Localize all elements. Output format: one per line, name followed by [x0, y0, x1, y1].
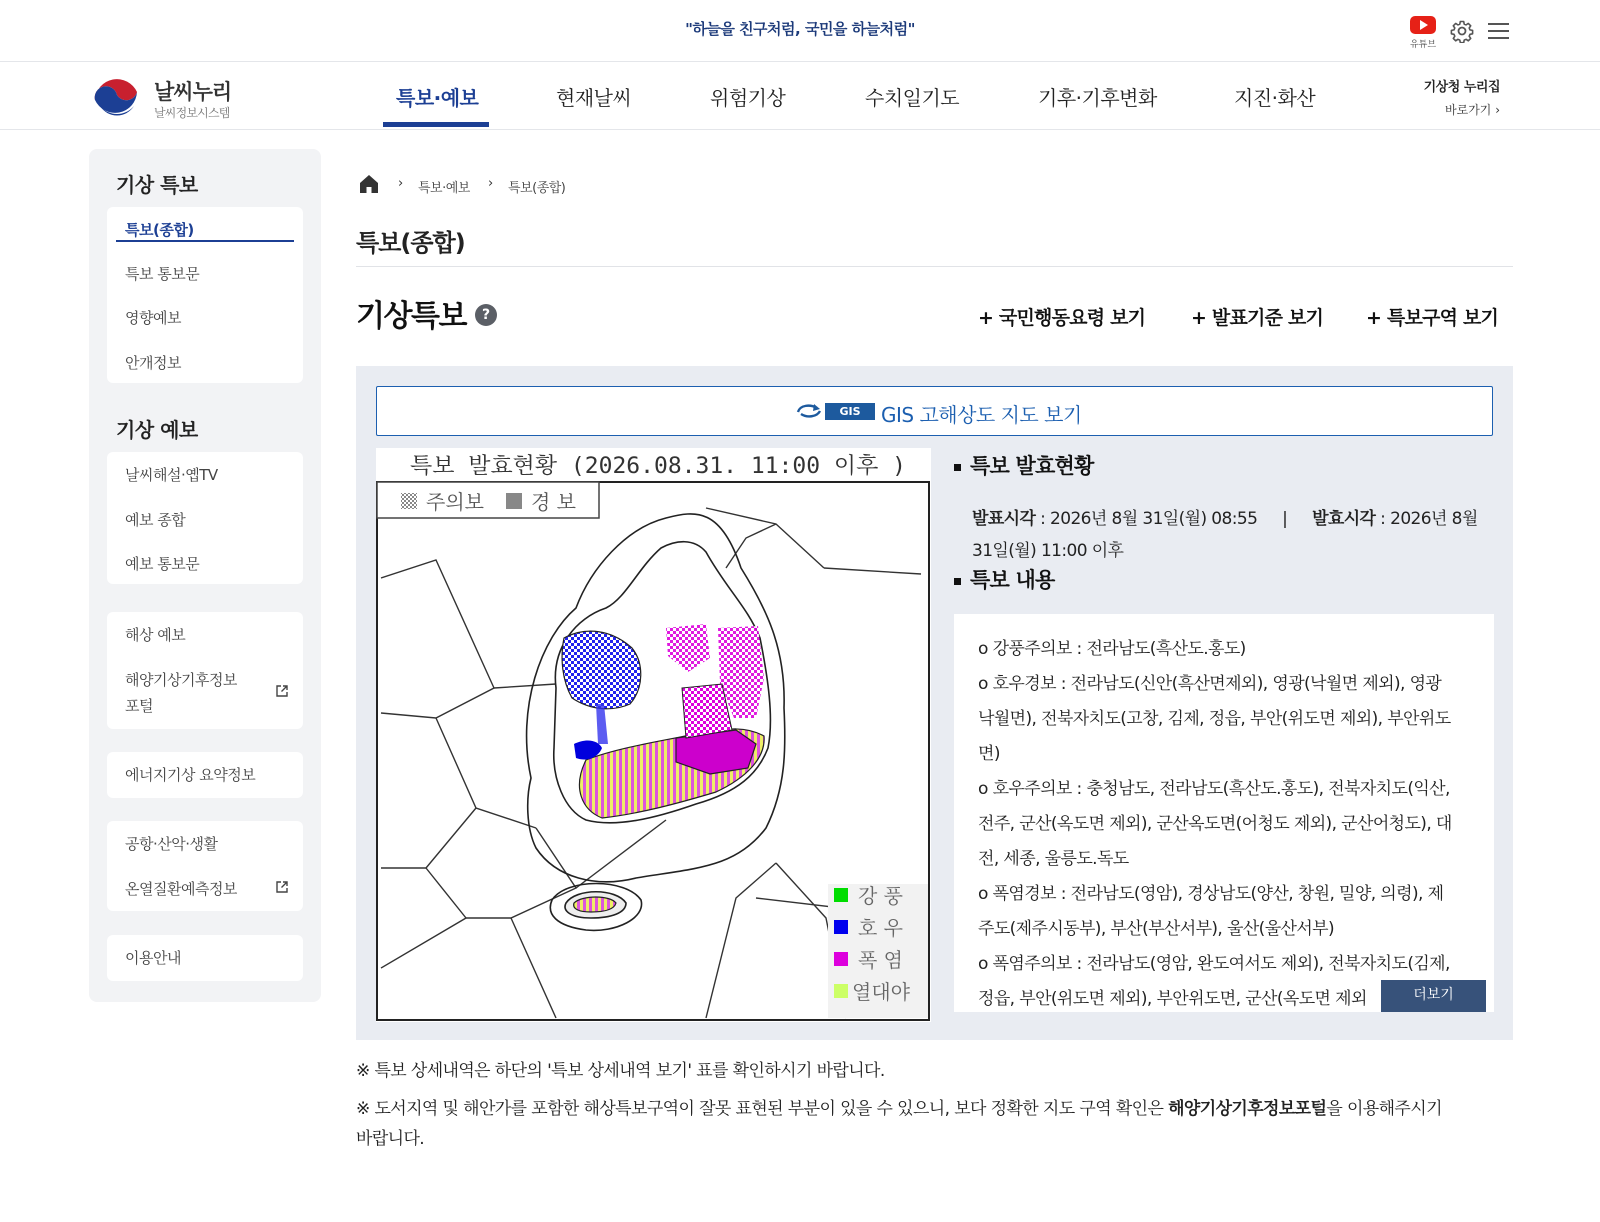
nav-hazardous-weather[interactable]: 위험기상: [710, 86, 786, 110]
warning-map[interactable]: [376, 448, 931, 1022]
separator: |: [1282, 509, 1288, 529]
sidebar-group-forecast: [107, 452, 303, 584]
external-link-icon: [275, 684, 289, 698]
sidebar-item-marine-portal[interactable]: 해양기상기후정보: [125, 671, 237, 689]
kma-homepage-link[interactable]: [1390, 76, 1500, 118]
gis-button-label: GIS 고해상도 지도 보기: [881, 403, 1082, 427]
external-link-icon: [275, 880, 289, 894]
content-line: o 폭염주의보 : 전라남도(영암, 완도여서도 제외), 전북자치도(김제,: [978, 954, 1450, 974]
warning-content-box: [954, 614, 1494, 1012]
chevron-right-icon: ›: [488, 176, 494, 191]
kma-homepage-title: 기상청 누리집: [1423, 80, 1500, 95]
heat-swatch: [834, 952, 848, 966]
logo-title: 날씨누리: [154, 80, 232, 104]
effective-label: 발효시각: [1312, 509, 1376, 529]
content-line: 정읍, 부안(위도면 제외), 부안위도면, 군산(옥도면 제외: [978, 989, 1367, 1009]
sidebar-heading-forecast: 기상 예보: [116, 418, 198, 442]
warning-zone-link[interactable]: + 특보구역 보기: [1366, 307, 1499, 329]
note-marine-line2: 바랍니다.: [356, 1129, 425, 1149]
sidebar-item-energy-summary[interactable]: 에너지기상 요약정보: [125, 766, 256, 784]
sidebar-item-airport-mountain[interactable]: 공항·산악·생활: [125, 835, 218, 853]
legend-heat: 폭 염: [858, 948, 903, 972]
content-line: o 강풍주의보 : 전라남도(흑산도.홍도): [978, 639, 1246, 659]
sidebar-item-heat-illness[interactable]: 온열질환예측정보: [125, 880, 237, 898]
warning-panel: [356, 366, 1513, 1040]
site-logo[interactable]: [92, 70, 282, 122]
sidebar-item-guide[interactable]: 이용안내: [125, 949, 181, 967]
sidebar-item-marine-portal-line2[interactable]: 포털: [125, 697, 153, 715]
sidebar-item-forecast-bulletin[interactable]: 예보 통보문: [125, 555, 200, 573]
nav-numerical-chart[interactable]: 수치일기도: [865, 86, 960, 110]
tropical-night-swatch: [834, 984, 848, 998]
nav-forecast[interactable]: 특보·예보: [396, 86, 479, 110]
sidebar-active-underline: [116, 240, 294, 242]
help-icon[interactable]: ?: [475, 304, 497, 326]
nav-earthquake-volcano[interactable]: 지진·화산: [1234, 86, 1316, 110]
effective-value-line2: 31일(월) 11:00 이후: [972, 541, 1124, 561]
content-line: 전, 세종, 울릉도.독도: [978, 849, 1129, 869]
criteria-link[interactable]: + 발표기준 보기: [1191, 307, 1324, 329]
issued-value: : 2026년 8월 31일(월) 08:55: [1035, 509, 1258, 529]
content-line: 면): [978, 744, 1000, 764]
content-line: 전주, 군산(옥도면 제외), 군산옥도면(어청도 제외), 군산어청도), 대: [978, 814, 1452, 834]
hamburger-menu-icon[interactable]: [1488, 23, 1509, 39]
gear-icon[interactable]: [1450, 19, 1474, 43]
wind-swatch: [834, 888, 848, 902]
nav-active-indicator: [383, 122, 489, 127]
legend-rain: 호 우: [858, 916, 903, 940]
sidebar-group-other: [107, 821, 303, 911]
note-marine-post: 을 이용해주시기: [1326, 1099, 1442, 1119]
page-title: 특보(종합): [356, 229, 465, 257]
gis-badge: GIS: [825, 403, 875, 420]
sidebar: [89, 149, 321, 1002]
more-button[interactable]: 더보기: [1381, 980, 1486, 1012]
slogan: "하늘을 친구처럼, 국민을 하늘처럼": [685, 20, 915, 38]
sidebar-heading-warnings: 기상 특보: [116, 173, 198, 197]
refresh-arrows-icon: [795, 401, 823, 421]
warning-swatch: [506, 493, 522, 509]
map-title: 특보 발효현황 (2026.08.31. 11:00 이후 ): [410, 454, 906, 479]
sidebar-group-energy: [107, 752, 303, 798]
sidebar-item-weather-tv[interactable]: 날씨해설·옙TV: [125, 466, 218, 484]
youtube-label: 유튜브: [1409, 40, 1437, 50]
logo-subtitle: 날씨정보시스템: [154, 106, 230, 120]
top-bar: [0, 0, 1600, 62]
main-nav: [0, 62, 1600, 130]
content-line: o 폭염경보 : 전라남도(영암), 경상남도(양산, 창원, 밀양, 의령), 제: [978, 884, 1444, 904]
sidebar-item-warning-bulletin[interactable]: 특보 통보문: [125, 265, 200, 283]
note-marine: [356, 1094, 1442, 1119]
home-icon[interactable]: [358, 173, 380, 195]
chevron-right-icon: ›: [398, 176, 404, 191]
nav-current-weather[interactable]: 현재날씨: [556, 86, 632, 110]
issue-time-line: [972, 504, 1478, 529]
sidebar-item-impact-forecast[interactable]: 영향예보: [125, 309, 181, 327]
note-marine-pre: ※ 도서지역 및 해안가를 포함한 해상특보구역이 잘못 표현된 부분이 있을 수 있으니, 보다 정확한 지도 구역 확인은: [356, 1099, 1169, 1119]
content-line: 주도(제주시동부), 부산(부산서부), 울산(울산서부): [978, 919, 1335, 939]
kma-homepage-go: 바로가기 ›: [1445, 103, 1500, 117]
content-line: o 호우경보 : 전라남도(신안(흑산면제외), 영광(낙월면 제외), 영광: [978, 674, 1442, 694]
sidebar-item-forecast-summary[interactable]: 예보 종합: [125, 511, 186, 529]
sidebar-item-warning-summary[interactable]: 특보(종합): [125, 221, 194, 239]
sidebar-item-marine-forecast[interactable]: 해상 예보: [125, 626, 186, 644]
youtube-icon: [1410, 16, 1436, 34]
nav-climate[interactable]: 기후·기후변화: [1038, 86, 1157, 110]
issued-label: 발표시각: [972, 509, 1036, 529]
legend-wind: 강 풍: [858, 884, 903, 908]
taegeuk-logo-icon: [92, 70, 142, 120]
rain-swatch: [834, 920, 848, 934]
sidebar-group-guide: [107, 935, 303, 981]
sidebar-group-marine: [107, 612, 303, 729]
legend-warning: 경 보: [531, 490, 576, 514]
marine-portal-link[interactable]: 해양기상기후정보포털: [1168, 1099, 1327, 1119]
note-detail: ※ 특보 상세내역은 하단의 '특보 상세내역 보기' 표를 확인하시기 바랍니다.: [356, 1061, 885, 1081]
gis-map-button[interactable]: [376, 386, 1493, 436]
youtube-link[interactable]: [1408, 16, 1438, 50]
sidebar-group-warnings: [107, 207, 303, 383]
effective-value: : 2026년 8월: [1375, 509, 1478, 529]
advisory-swatch: [401, 493, 417, 509]
breadcrumb-level2[interactable]: 특보(종합): [508, 181, 566, 196]
section-title: 기상특보: [356, 299, 466, 334]
legend-tropical-night: 열대야: [852, 980, 910, 1004]
content-line: 낙월면), 전북자치도(고창, 김제, 정읍, 부안(위도면 제외), 부안위도: [978, 709, 1451, 729]
legend-advisory: 주의보: [426, 490, 484, 514]
content-heading: 특보 내용: [954, 564, 1054, 594]
action-guide-link[interactable]: + 국민행동요령 보기: [978, 307, 1146, 329]
sidebar-item-fog-info[interactable]: 안개정보: [125, 354, 181, 372]
breadcrumb-level1[interactable]: 특보·예보: [418, 181, 470, 196]
divider: [356, 266, 1513, 267]
status-heading: 특보 발효현황: [954, 450, 1093, 480]
content-line: o 호우주의보 : 충청남도, 전라남도(흑산도.홍도), 전북자치도(익산,: [978, 779, 1450, 799]
